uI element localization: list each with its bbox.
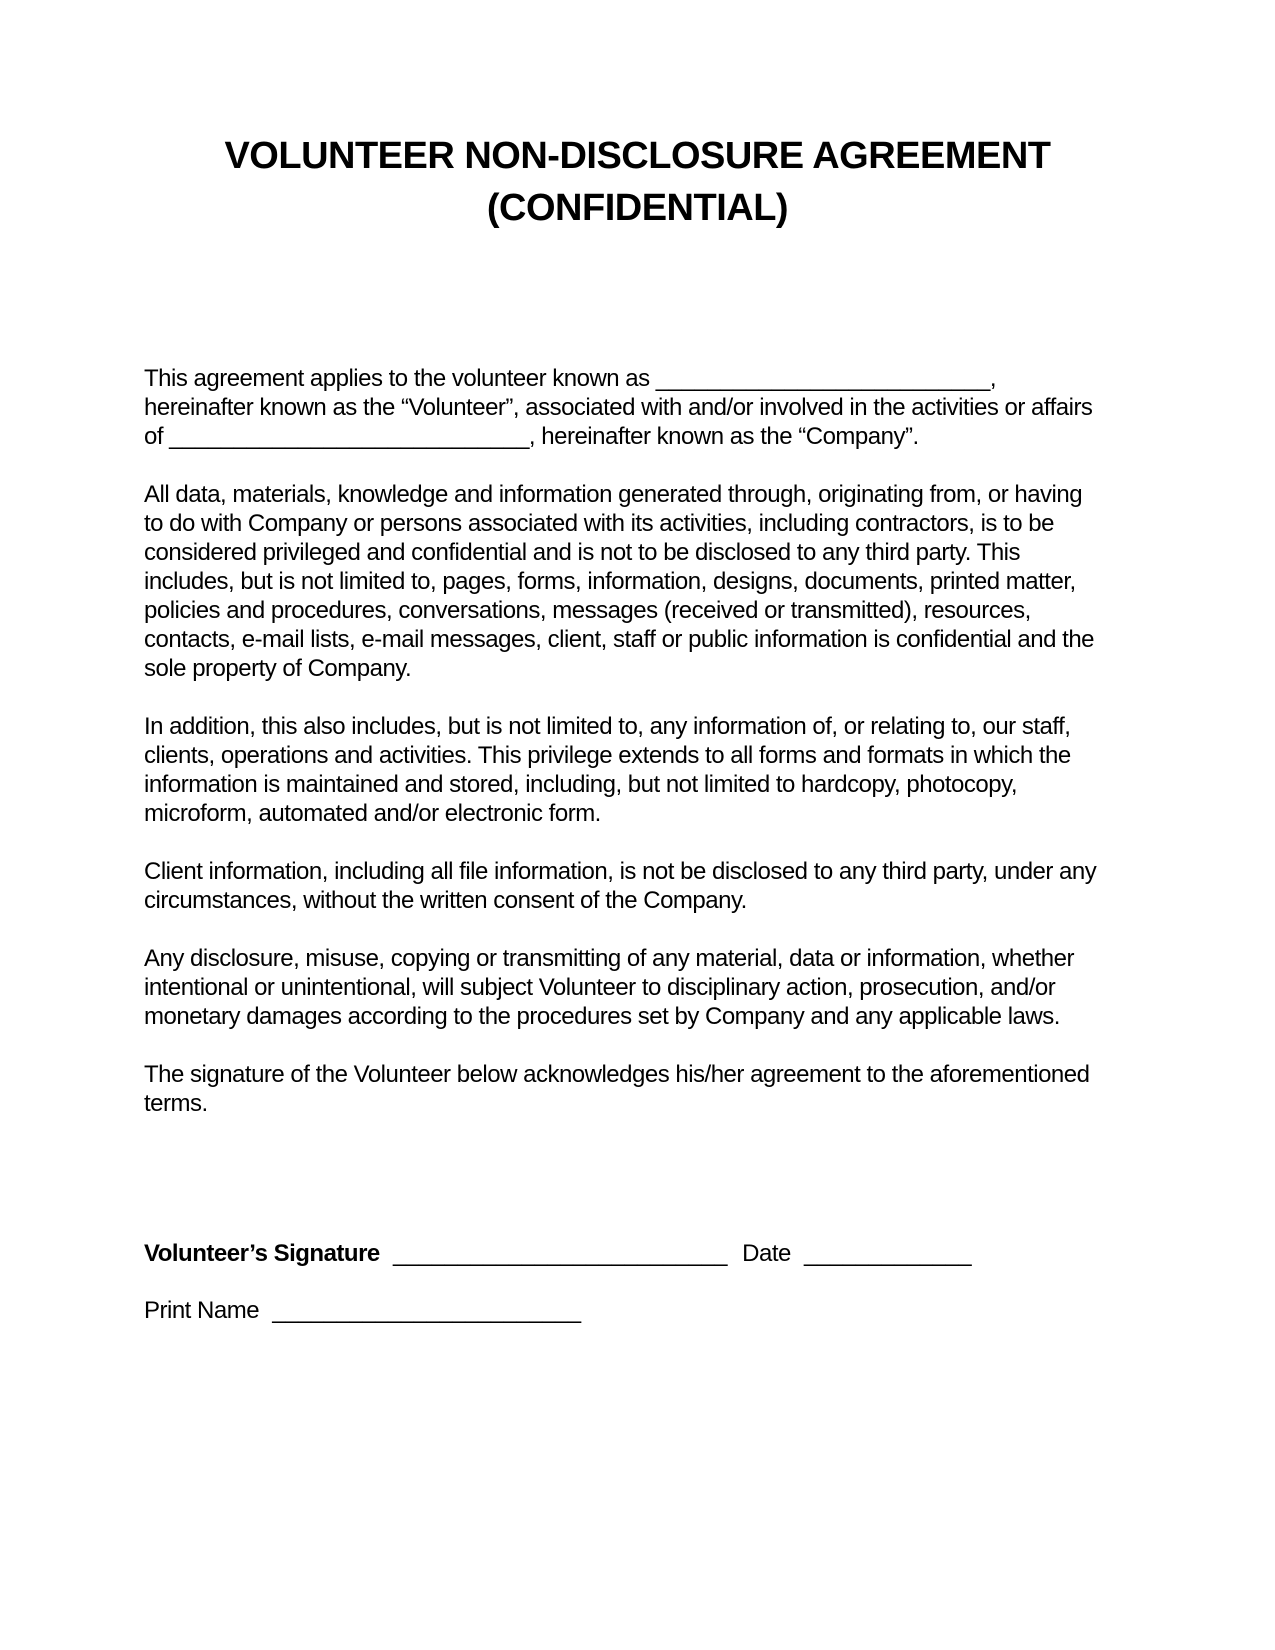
- date-blank: _____________: [804, 1240, 972, 1267]
- title-line-2: (CONFIDENTIAL): [486, 187, 789, 229]
- print-name-row: [144, 1296, 1275, 1325]
- title-line-1: VOLUNTEER NON-DISCLOSURE AGREEMENT: [224, 135, 1051, 177]
- signature-row: [144, 1239, 1275, 1268]
- volunteer-signature-blank: __________________________: [392, 1240, 727, 1267]
- print-name-blank: ________________________: [272, 1297, 581, 1324]
- intro-paragraph: This agreement applies to the volunteer known as __________________________, hereinafter known as the “Volunteer”, associated with and/or involved in the activities or affairs of ____________________________, hereinafter known as the “Company”.: [144, 365, 1093, 450]
- print-name-label: Print Name: [144, 1297, 260, 1324]
- document-title: [0, 130, 1275, 234]
- client-information-paragraph: Client information, including all file information, is not be disclosed to any third party, under any circumstances, without the written consent of the Company.: [144, 858, 1097, 914]
- disclosure-consequences-paragraph: Any disclosure, misuse, copying or transmitting of any material, data or information, whether intentional or unintentional, will subject Volunteer to disciplinary action, prosecution, and/or monetary damages according to the procedures set by Company and any applicable laws.: [144, 945, 1074, 1030]
- confidential-data-paragraph: All data, materials, knowledge and information generated through, originating from, or having to do with Company or persons associated with its activities, including contractors, is to be considered privileged and confidential and is not to be disclosed to any third party. This includes, but is not limited to, pages, forms, information, designs, documents, printed matter, policies and procedures, conversations, messages (received or transmitted), resources, contacts, e-mail lists, e-mail messages, client, staff or public information is confidential and the sole property of Company.: [144, 481, 1095, 682]
- signature-block: [144, 1239, 1275, 1325]
- volunteer-signature-label: Volunteer’s Signature: [144, 1240, 380, 1267]
- additional-scope-paragraph: In addition, this also includes, but is not limited to, any information of, or relating to, our staff, clients, operations and activities. This privilege extends to all forms and formats in which the information is maintained and stored, including, but not limited to hardcopy, photocopy, microform, automated and/or electronic form.: [144, 713, 1071, 827]
- date-label: Date: [742, 1240, 791, 1267]
- acknowledgement-paragraph: The signature of the Volunteer below acknowledges his/her agreement to the aforementioned terms.: [144, 1061, 1090, 1117]
- document-body: [144, 364, 1106, 1118]
